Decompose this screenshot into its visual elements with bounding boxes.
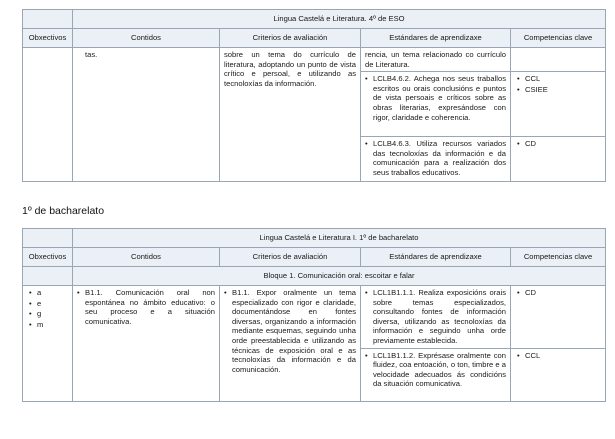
estandar-cell	[361, 348, 511, 401]
contidos-cell	[73, 286, 220, 402]
header-criterios: Criterios de avaliación	[220, 29, 361, 48]
competencia-item: • CCL	[525, 351, 601, 361]
competencia-item: • CD	[525, 288, 601, 298]
estandar-text: • LCLB4.6.3. Utiliza recursos variados das tecnoloxías da información e da comunicación para a realización dos seus traballos educativos.	[365, 139, 506, 177]
section-heading: 1º de bacharelato	[22, 205, 105, 217]
criterios-cell: sobre un tema do currículo de literatura, adoptando un punto de vista crítico e persoal, e utilizando as tecnoloxías da información.	[220, 48, 361, 182]
curriculum-table-4eso	[22, 9, 606, 182]
obxectivo-item: • g	[37, 309, 68, 319]
competencia-item: • CD	[525, 139, 601, 149]
estandar-text: • LCL1B1.1.2. Exprésase oralmente con fluidez, coa entoación, o ton, timbre e a velocidade adecuados ás condicións da situación comunicativa.	[365, 351, 506, 389]
criterio-item: • B1.1. Expor oralmente un tema especializado con rigor e claridade, documentándose en fontes diversas, organizando a información mediante esquemas, seguindo unha orde preestablecida e utilizando as técnicas de exposición oral e as tecnoloxías da información e da comunicación.	[224, 288, 356, 374]
estandar-cell	[361, 72, 511, 137]
table-row	[23, 286, 606, 349]
obxectivos-cell	[23, 286, 73, 402]
estandar-text: • LCLB4.6.2. Achega nos seus traballos escritos ou orais conclusións e puntos de vista persoais e críticos sobre as obras literarias, expresándose con rigor, claridade e coherencia.	[365, 74, 506, 122]
competencias-cell	[511, 72, 606, 137]
block-title: Bloque 1. Comunicación oral: escoitar e falar	[73, 267, 606, 286]
obxectivo-item: • a	[37, 288, 68, 298]
obxectivos-cell	[23, 48, 73, 182]
competencias-cell	[511, 137, 606, 182]
estandar-cell	[361, 137, 511, 182]
criterios-cell	[220, 286, 361, 402]
contido-item: • B1.1. Comunicación oral non espontánea no ámbito educativo: o seu proceso e a situación comunicativa.	[77, 288, 215, 326]
curriculum-table-bacharelato	[22, 228, 606, 402]
table-row	[23, 48, 606, 72]
header-obxectivos: Obxectivos	[23, 248, 73, 267]
header-criterios: Criterios de avaliación	[220, 248, 361, 267]
header-competencias: Competencias clave	[511, 29, 606, 48]
header-estandares: Estándares de aprendizaxe	[361, 29, 511, 48]
table-title: Lingua Castelá e Literatura I. 1º de bacharelato	[73, 229, 606, 248]
header-obxectivos: Obxectivos	[23, 29, 73, 48]
estandar-cell	[361, 286, 511, 349]
competencias-cell	[511, 286, 606, 349]
header-estandares: Estándares de aprendizaxe	[361, 248, 511, 267]
competencia-item: • CSIEE	[525, 85, 601, 95]
competencias-cell	[511, 348, 606, 401]
competencias-cell	[511, 48, 606, 72]
estandar-cell: rencia, un tema relacionado co currículo de Literatura.	[361, 48, 511, 72]
header-contidos: Contidos	[73, 248, 220, 267]
obxectivo-item: • m	[37, 320, 68, 330]
estandar-text: • LCL1B1.1.1. Realiza exposicións orais sobre temas especializados, consultando fontes de información diversa, utilizando as tecnoloxías da información e seguindo unha orde previamente establecida.	[365, 288, 506, 346]
competencia-item: • CCL	[525, 74, 601, 84]
table-title: Lingua Castelá e Literatura. 4º de ESO	[73, 10, 606, 29]
obxectivo-item: • e	[37, 299, 68, 309]
header-contidos: Contidos	[73, 29, 220, 48]
contidos-cell: tas.	[73, 48, 220, 182]
header-competencias: Competencias clave	[511, 248, 606, 267]
